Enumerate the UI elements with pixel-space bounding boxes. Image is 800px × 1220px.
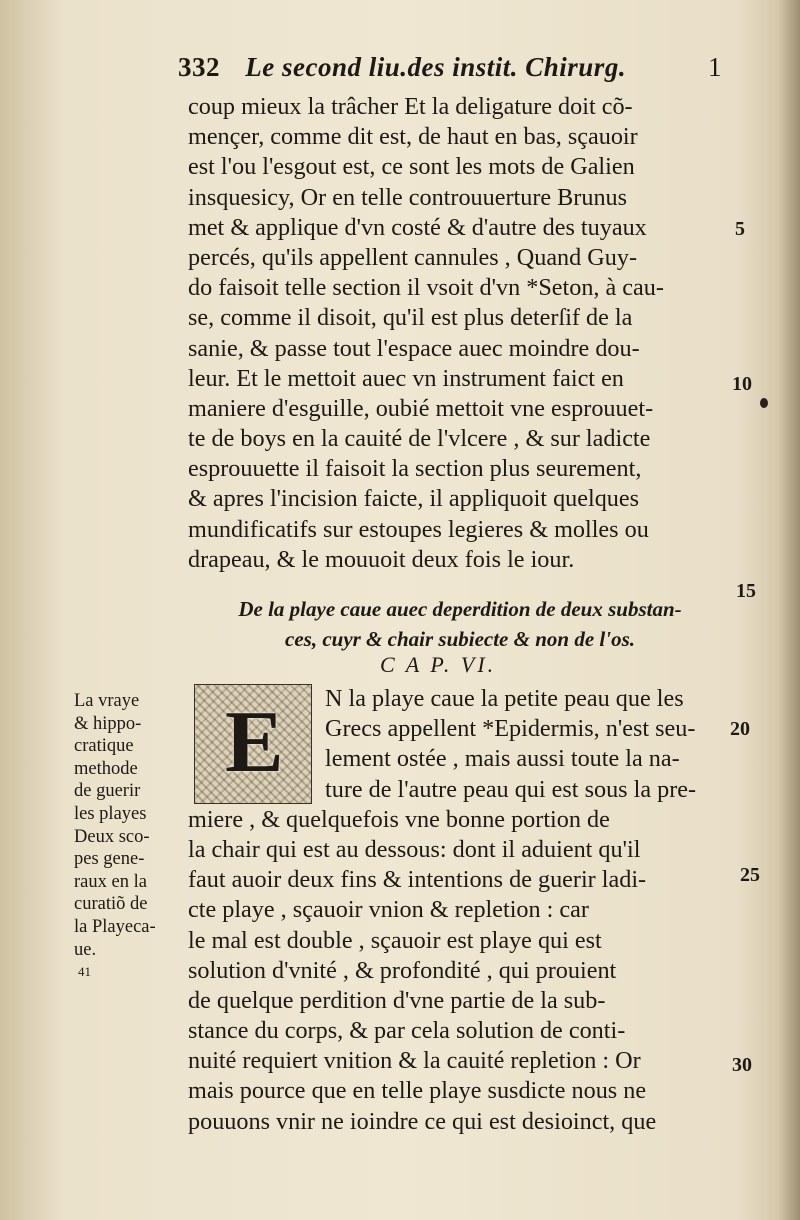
text-line: sanie, & passe tout l'espace auec moindre dou- [188, 334, 640, 362]
text-line: N la playe caue la petite peau que les [325, 685, 684, 712]
text-line: percés, qu'ils appellent cannules , Quand Guy- [188, 243, 638, 271]
margin-note-line: & hippo- [74, 713, 142, 734]
line-number: 5 [735, 218, 745, 240]
text-line: cte playe , sçauoir vnion & repletion : car [188, 896, 589, 924]
ink-spot [760, 398, 768, 408]
line-number: 10 [732, 373, 752, 395]
page-edge-shadow [778, 0, 800, 1220]
margin-note-line: les playes [74, 803, 147, 824]
chapter-text [188, 684, 733, 1137]
running-title: Le second liu.des instit. Chirurg. [245, 52, 627, 82]
text-line: la chair qui est au dessous: dont il aduient qu'il [188, 835, 641, 863]
text-line: mais pource que en telle playe susdicte nous ne [188, 1077, 647, 1105]
margin-note-line: La vraye [74, 691, 140, 711]
text-line: est l'ou l'esgout est, ce sont les mots de Galien [188, 153, 635, 181]
margin-note-line: ue. [74, 939, 97, 960]
text-line: coup mieux la trâcher Et la deligature doit cõ- [188, 93, 633, 120]
margin-mark: 41 [78, 964, 91, 980]
text-line: lement ostée , mais aussi toute la na- [325, 745, 680, 773]
text-line: esprouuette il faisoit la section plus seurement, [188, 455, 642, 483]
initial-letter: E [225, 694, 284, 791]
text-line: maniere d'esguille, oubié mettoit vne esprouuet- [188, 394, 654, 422]
text-line: de quelque perdition d'vne partie de la sub- [188, 986, 606, 1014]
line-number: 30 [732, 1054, 752, 1076]
margin-note-line: Deux sco- [74, 826, 150, 847]
text-line: mundificatifs sur estoupes legieres & molles ou [188, 515, 649, 543]
running-head [178, 52, 738, 92]
margin-note-line: cratique [74, 736, 134, 757]
text-line: solution d'vnité , & profondité , qui prouient [188, 956, 617, 984]
line-number: 15 [736, 580, 756, 602]
text-line: mençer, comme dit est, de haut en bas, sçauoir [188, 123, 638, 151]
chapter-heading: C A P. VI. [380, 652, 497, 677]
margin-note-line: raux en la [74, 871, 147, 892]
line-number: 20 [730, 718, 750, 740]
folio-number: 332 [178, 52, 220, 82]
margin-note-line: methode [74, 758, 138, 779]
margin-note [74, 690, 184, 984]
text-line: te de boys en la cauité de l'vlcere , & sur ladicte [188, 425, 651, 453]
line-number: 25 [740, 864, 760, 886]
text-line: se, comme il disoit, qu'il est plus deterſif de la [188, 304, 633, 332]
text-line: & apres l'incision faicte, il appliquoit quelques [188, 485, 640, 513]
text-line: faut auoir deux fins & intentions de guerir ladi- [188, 866, 647, 894]
margin-note-line: curatiõ de [74, 894, 148, 915]
text-line: miere , & quelquefois vne bonne portion de [188, 805, 610, 833]
text-line: met & applique d'vn costé & d'autre des tuyaux [188, 213, 647, 241]
text-line: pouuons vnir ne ioindre ce qui est desioinct, que [188, 1107, 657, 1135]
corner-mark: 1 [708, 52, 722, 82]
body-text [188, 92, 718, 575]
section-title [200, 594, 720, 654]
margin-note-line: la Playeca- [74, 916, 156, 937]
text-line: nuité requiert vnition & la cauité repletion : Or [188, 1047, 641, 1075]
text-line: insquesicy, Or en telle controuuerture Brunus [188, 183, 628, 211]
text-line: le mal est double , sçauoir est playe qui est [188, 926, 602, 954]
text-line: ture de l'autre peau qui est sous la pre- [325, 775, 697, 803]
text-line: do faisoit telle section il vsoit d'vn *Seton, à cau- [188, 274, 664, 302]
margin-note-line: pes gene- [74, 849, 145, 870]
text-line: stance du corps, & par cela solution de conti- [188, 1017, 626, 1045]
text-line: leur. Et le mettoit auec vn instrument faict en [188, 364, 624, 392]
margin-note-line: de guerir [74, 781, 141, 802]
text-line: Grecs appellent *Epidermis, n'est seu- [325, 715, 696, 743]
section-title-line: De la playe caue auec deperdition de deux substan- [238, 597, 682, 621]
section-title-line: ces, cuyr & chair subiecte & non de l'os. [285, 627, 635, 651]
text-line: drapeau, & le mouuoit deux fois le iour. [188, 545, 575, 573]
